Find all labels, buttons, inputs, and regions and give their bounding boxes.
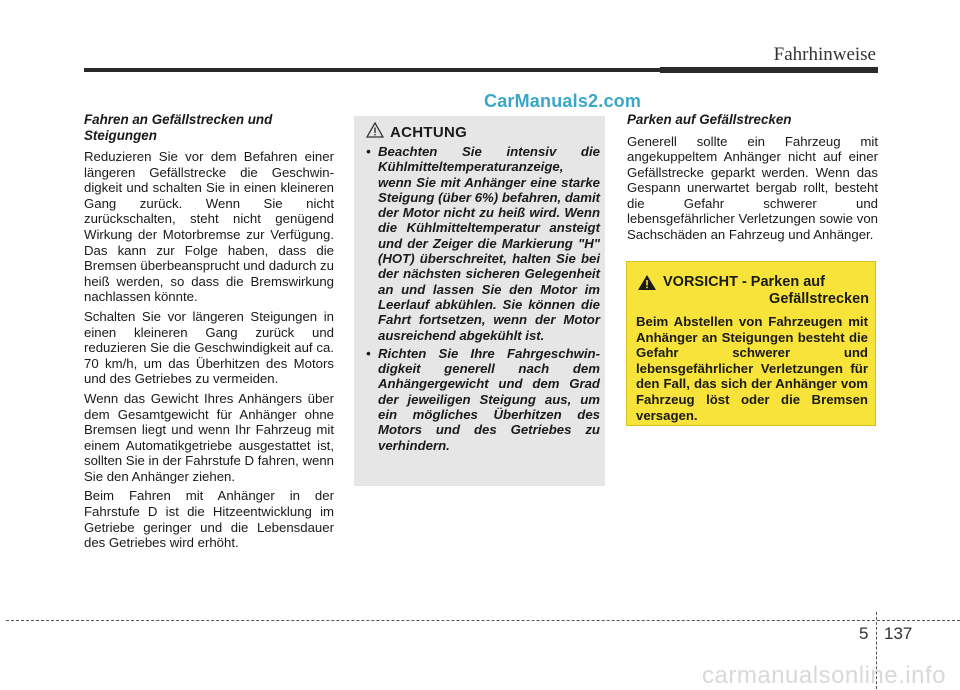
list-item: • Richten Sie Ihre Fahrgeschwin-digkeit generell nach dem Anhängergewicht und dem Grad der jeweiligen Steigung aus, um ein mögliches Überhitzen des Motors und des Getriebes zu verhindern. [364, 346, 600, 453]
achtung-header [366, 122, 467, 143]
vorsicht-caution-box [626, 261, 876, 426]
paragraph: Beim Fahren mit Anhänger in der Fahrstufe D ist die Hitzeentwicklung im Getriebe geringer und die Lebensdauer des Getriebes wird erhöht. [84, 488, 334, 551]
achtung-list [364, 144, 600, 456]
footer-divider [6, 620, 960, 621]
list-item: • Beachten Sie intensiv die Kühlmitteltemperaturanzeige, wenn Sie mit Anhänger eine starke Steigung (über 6%) befahren, damit der Motor nicht zu heiß wird. Wenn die Kühlmitteltemperatur ansteigt und der Zeiger die Markierung "H" (HOT) überschreitet, halten Sie bei der nächsten sicheren Gelegenheit an und lassen Sie den Motor im Leerlauf abkühlen. Sie können die Fahrt fortsetzen, wenn der Motor ausreichend abgekühlt ist. [364, 144, 600, 343]
watermark-carmanuals: CarManuals2.com [484, 91, 642, 111]
left-column [84, 112, 334, 555]
header-divider-accent [660, 67, 878, 73]
chapter-number: 5 [859, 624, 869, 643]
achtung-warning-box [354, 116, 605, 486]
right-column [627, 112, 878, 247]
paragraph: Reduzieren Sie vor dem Befahren einer längeren Gefällstrecke die Geschwin-digkeit und schalten Sie in einen kleineren Gang zurück. Wenn Sie nicht zurückschalten, steht nicht genügend Wirkung der Motorbremse zur Verfügung. Das kann zur Folge haben, dass die Bremsen überbeansprucht und dadurch zu heiß werden, so dass die Bremswirkung nachlassen könnte. [84, 149, 334, 305]
paragraph: Generell sollte ein Fahrzeug mit angekuppeltem Anhänger nicht auf einer Gefällstrecke geparkt werden. Wenn das Gespann unerwartet bergab rollt, besteht die Gefahr schwerer und lebensgefährlicher Verletzungen sowie von Sachschäden an Fahrzeug und Anhänger. [627, 133, 878, 243]
caution-triangle-icon [637, 274, 657, 296]
warning-triangle-icon [366, 122, 384, 143]
page-number: 137 [884, 624, 913, 643]
heading-parken: Parken auf Gefällstrecken [627, 112, 792, 127]
paragraph: Wenn das Gewicht Ihres Anhängers über dem Gesamtgewicht für Anhänger ohne Bremsen liegt und wenn Ihr Fahrzeug mit einem Automatikgetriebe ausgestattet ist, sollten Sie in der Fahrstufe D fahren, wenn Sie den Anhänger ziehen. [84, 390, 334, 484]
watermark-carmanualsonline: carmanualsonline.info [702, 662, 946, 689]
achtung-title: ACHTUNG [390, 124, 468, 141]
section-title: Fahrhinweise [773, 44, 876, 65]
header-divider [84, 68, 660, 72]
paragraph: Schalten Sie vor längeren Steigungen in einen kleineren Gang zurück und reduzieren Sie die Geschwindigkeit auf ca. 70 km/h, um das Überhitzen des Motors und des Getriebes zu vermeiden. [84, 308, 334, 387]
vorsicht-title [663, 274, 869, 308]
vorsicht-text: Beim Abstellen von Fahrzeugen mit Anhänger an Steigungen besteht die Gefahr schwerer und lebensgefährlicher Verletzungen für den Fall, das sich der Anhänger vom Fahrzeug löst oder die Bremsen versagen. [636, 314, 868, 423]
vorsicht-title-line2: Gefällstrecken [769, 291, 869, 307]
vorsicht-header [637, 274, 869, 308]
heading-gefaellstrecken: Fahren an Gefällstrecken und Steigungen [84, 112, 273, 143]
vorsicht-title-line1: VORSICHT - Parken auf [663, 274, 825, 290]
